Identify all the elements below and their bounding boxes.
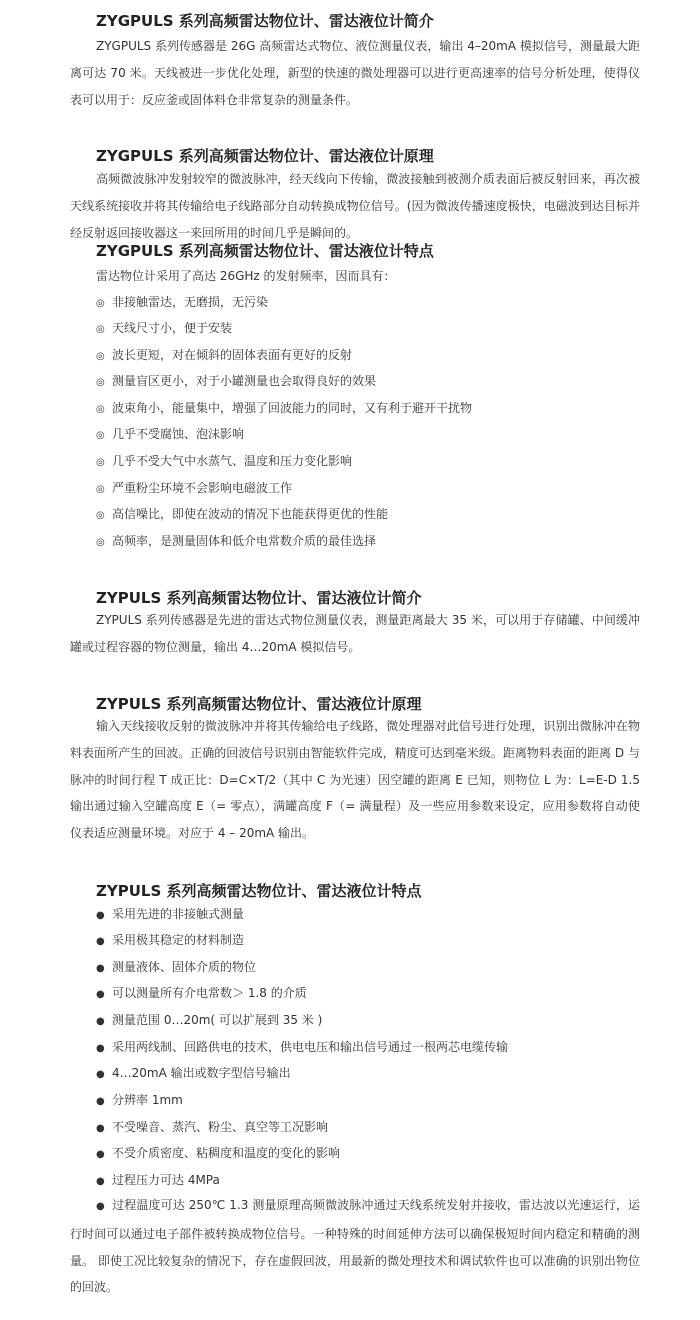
circle-marker-icon: ◎ <box>96 430 105 441</box>
list-item: ● 测量范围 0…20m( 可以扩展到 35 米 ) <box>96 1012 322 1030</box>
section-title-puls-principle: ZYPULS 系列高频雷达物位计、雷达液位计原理 <box>96 695 422 713</box>
bullet-icon: ● <box>96 963 105 974</box>
section-body-gpuls-principle: 高频微波脉冲发射较窄的微波脉冲，经天线向下传输，微波接触到被测介质表面后被反射回来，再次被天线系统接收并将其传输给电子线路部分自动转换成物位信号。(因为微波传播速度极快，电磁波到达目标并经反射返回接收器这一来回所用的时间几乎是瞬间的。 <box>70 172 640 240</box>
list-item: ◎ 波束角小，能量集中，增强了回波能力的同时，又有利于避开干扰物 <box>96 400 472 418</box>
section-body-puls-principle: 输入天线接收反射的微波脉冲并将其传输给电子线路，微处理器对此信号进行处理，识别出微脉冲在物料表面所产生的回波。正确的回波信号识别由智能软件完成，精度可达到毫米级。距离物料表面的距离 D 与脉冲的时间行程 T 成正比：D=C×T/2（其中 C 为光速）因空罐的距离 E 已知，则物位 L 为：L=E-D 1.5 输出通过输入空罐高度 E（= 零点），满罐高度 F（= 满量程）及一些应用参数来设定，应用参数将自动使仪表适应测量环境。对应于 4 – 20mA 输出。 <box>70 719 640 841</box>
bullet-icon: ● <box>96 1096 105 1107</box>
list-item: ● 采用极其稳定的材料制造 <box>96 932 244 950</box>
bullet-icon: ● <box>96 910 105 921</box>
circle-marker-icon: ◎ <box>96 377 105 388</box>
list-item: ◎ 波长更短，对在倾斜的固体表面有更好的反射 <box>96 347 352 365</box>
circle-marker-icon: ◎ <box>96 537 105 548</box>
circle-marker-icon: ◎ <box>96 298 105 309</box>
bullet-icon: ● <box>96 1201 105 1212</box>
bullet-icon: ● <box>96 936 105 947</box>
list-item: ● 过程压力可达 4MPa <box>96 1172 220 1190</box>
section-title-gpuls-intro: ZYGPULS 系列高频雷达物位计、雷达液位计简介 <box>96 12 434 30</box>
list-item: ◎ 几乎不受腐蚀、泡沫影响 <box>96 426 244 444</box>
list-item: ◎ 测量盲区更小，对于小罐测量也会取得良好的效果 <box>96 373 376 391</box>
circle-marker-icon: ◎ <box>96 457 105 468</box>
section-title-gpuls-principle: ZYGPULS 系列高频雷达物位计、雷达液位计原理 <box>96 147 434 165</box>
list-item: ● 分辨率 1mm <box>96 1092 183 1110</box>
list-item: ● 可以测量所有介电常数＞ 1.8 的介质 <box>96 985 307 1003</box>
list-item: ◎ 高信噪比，即使在波动的情况下也能获得更优的性能 <box>96 506 388 524</box>
list-item: ◎ 天线尺寸小，便于安装 <box>96 320 232 338</box>
section-title-puls-intro: ZYPULS 系列高频雷达物位计、雷达液位计简介 <box>96 589 422 607</box>
features-intro: 雷达物位计采用了高达 26GHz 的发射频率，因而具有： <box>96 269 396 283</box>
list-item: ◎ 严重粉尘环境不会影响电磁波工作 <box>96 480 292 498</box>
list-item-last: ● 过程温度可达 250℃ 1.3 测量原理高频微波脉冲通过天线系统发射并接收，雷达波以光速运行，运行时间可以通过电子部件被转换成物位信号。一种特殊的时间延伸方法可以确保极短时间内稳定和精确的测量。 即使工况比较复杂的情况下，存在虚假回波，用最新的微处理技术和调试软件也可以准确的识别出物位的回波。 <box>70 1192 640 1301</box>
list-item: ● 测量液体、固体介质的物位 <box>96 959 256 977</box>
list-item: ● 4…20mA 输出或数字型信号输出 <box>96 1065 291 1083</box>
list-item: ◎ 非接触雷达，无磨损，无污染 <box>96 294 268 312</box>
list-item: ● 采用先进的非接触式测量 <box>96 906 244 924</box>
bullet-icon: ● <box>96 1016 105 1027</box>
section-body-gpuls-intro: ZYGPULS 系列传感器是 26G 高频雷达式物位、液位测量仪表，输出 4–20mA 模拟信号，测量最大距离可达 70 米。天线被进一步优化处理，新型的快速的微处理器可以进行更高速率的信号分析处理，使得仪表可以用于：反应釜或固体料仓非常复杂的测量条件。 <box>70 39 640 107</box>
circle-marker-icon: ◎ <box>96 484 105 495</box>
circle-marker-icon: ◎ <box>96 324 105 335</box>
list-item: ● 采用两线制、回路供电的技术，供电电压和输出信号通过一根两芯电缆传输 <box>96 1039 508 1057</box>
bullet-icon: ● <box>96 1043 105 1054</box>
section-title-puls-features: ZYPULS 系列高频雷达物位计、雷达液位计特点 <box>96 882 422 900</box>
circle-marker-icon: ◎ <box>96 404 105 415</box>
section-title-gpuls-features: ZYGPULS 系列高频雷达物位计、雷达液位计特点 <box>96 242 434 260</box>
section-body-puls-intro: ZYPULS 系列传感器是先进的雷达式物位测量仪表，测量距离最大 35 米，可以用于存储罐、中间缓冲罐或过程容器的物位测量，输出 4…20mA 模拟信号。 <box>70 613 640 654</box>
circle-marker-icon: ◎ <box>96 510 105 521</box>
bullet-icon: ● <box>96 1123 105 1134</box>
list-item: ◎ 几乎不受大气中水蒸气、温度和压力变化影响 <box>96 453 352 471</box>
bullet-icon: ● <box>96 1176 105 1187</box>
list-item: ◎ 高频率，是测量固体和低介电常数介质的最佳选择 <box>96 533 376 551</box>
bullet-icon: ● <box>96 1069 105 1080</box>
list-item: ● 不受噪音、蒸汽、粉尘、真空等工况影响 <box>96 1119 328 1137</box>
bullet-icon: ● <box>96 1149 105 1160</box>
list-item: ● 不受介质密度、粘稠度和温度的变化的影响 <box>96 1145 340 1163</box>
circle-marker-icon: ◎ <box>96 351 105 362</box>
bullet-icon: ● <box>96 989 105 1000</box>
